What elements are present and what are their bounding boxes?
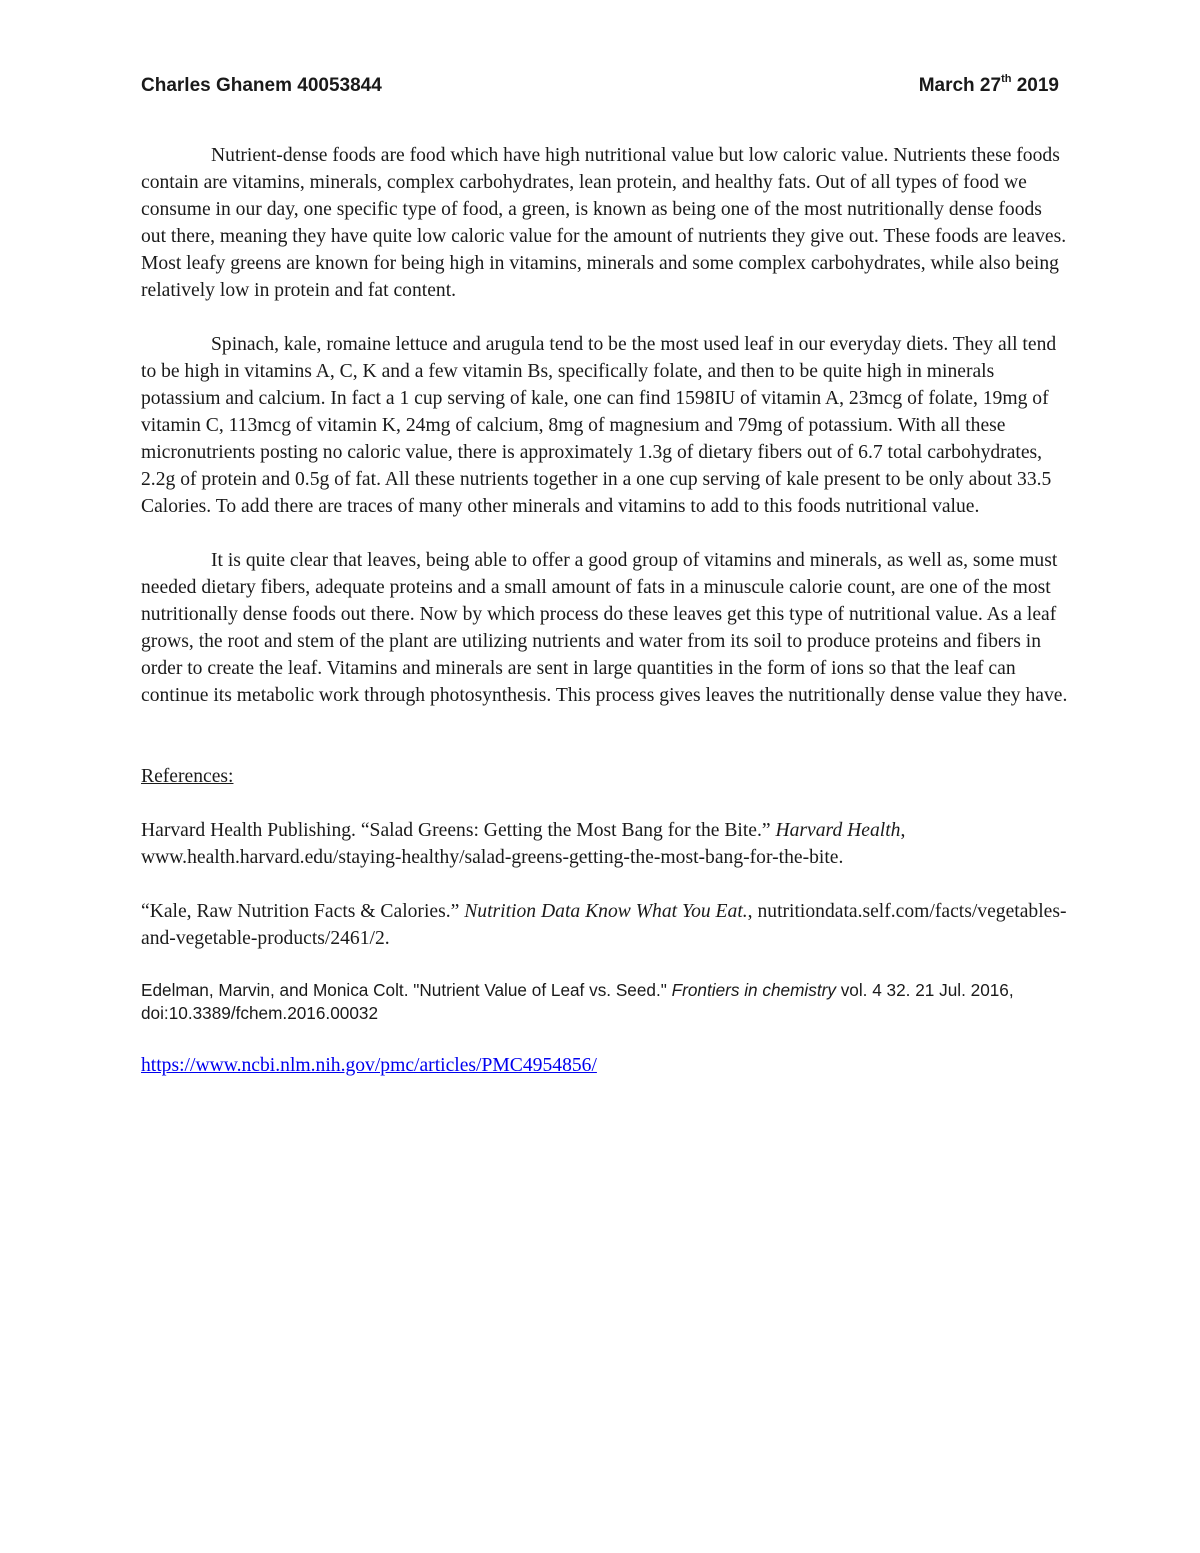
reference-harvard (141, 817, 1071, 871)
references-heading: References: (141, 766, 234, 787)
reference-nutrition-data (141, 898, 1071, 952)
page-header (141, 70, 1059, 102)
reference-edelman-link[interactable]: https://www.ncbi.nlm.nih.gov/pmc/articles/PMC4954856/ (141, 1055, 597, 1076)
paragraph-conclusion: It is quite clear that leaves, being able to offer a good group of vitamins and minerals, as well as, some must needed dietary fibers, adequate proteins and a small amount of fats in a minuscule calorie count, are one of the most nutritionally dense foods out there. Now by which process do these leaves get this type of nutritional value. As a leaf grows, the root and stem of the plant are utilizing nutrients and water from its soil to produce proteins and fibers in order to create the leaf. Vitamins and minerals are sent in large quantities in the form of ions so that the leaf can continue its metabolic work through photosynthesis. This process gives leaves the nutritionally dense value they have. (141, 550, 1068, 706)
date-month-day: March 27 (918, 75, 1002, 96)
author-name-id: Charles Ghanem 40053844 (141, 75, 382, 96)
reference-edelman-text: Edelman, Marvin, and Monica Colt. "Nutrient Value of Leaf vs. Seed." (141, 980, 672, 1000)
document-date (919, 70, 1059, 102)
reference-nutrition-data-source: Nutrition Data Know What You Eat. (464, 901, 748, 922)
reference-edelman (141, 979, 1071, 1025)
date-ordinal-suffix: th (1001, 72, 1012, 85)
reference-harvard-source: Harvard Health (775, 820, 901, 841)
document-body (141, 142, 1071, 1079)
reference-nutrition-data-text: “Kale, Raw Nutrition Facts & Calories.” (141, 901, 465, 922)
reference-edelman-details: vol. 4 32. 21 Jul. 2016, doi:10.3389/fchem.2016.00032 (141, 980, 1014, 1023)
reference-harvard-url: , www.health.harvard.edu/staying-healthy/salad-greens-getting-the-most-bang-for-the-bite. (141, 820, 906, 868)
reference-nutrition-data-url: , nutritiondata.self.com/facts/vegetables-and-vegetable-products/2461/2. (141, 901, 1067, 949)
paragraph-intro: Nutrient-dense foods are food which have high nutritional value but low caloric value. Nutrients these foods contain are vitamins, minerals, complex carbohydrates, lean protein, and healthy fats. Out of all types of food we consume in our day, one specific type of food, a green, is known as being one of the most nutritionally dense foods out there, meaning they have quite low caloric value for the amount of nutrients they give out. These foods are leaves. Most leafy greens are known for being high in vitamins, minerals and some complex carbohydrates, while also being relatively low in protein and fat content. (141, 145, 1067, 301)
paragraph-kale-nutrients: Spinach, kale, romaine lettuce and arugula tend to be the most used leaf in our everyday diets. They all tend to be high in vitamins A, C, K and a few vitamin Bs, specifically folate, and then to be quite high in minerals potassium and calcium. In fact a 1 cup serving of kale, one can find 1598IU of vitamin A, 23mcg of folate, 19mg of vitamin C, 113mcg of vitamin K, 24mg of calcium, 8mg of magnesium and 79mg of potassium. With all these micronutrients posting no caloric value, there is approximately 1.3g of dietary fibers out of 6.7 total carbohydrates, 2.2g of protein and 0.5g of fat. All these nutrients together in a one cup serving of kale present to be only about 33.5 Calories. To add there are traces of many other minerals and vitamins to add to this foods nutritional value. (141, 334, 1057, 517)
date-year: 2019 (1011, 75, 1059, 96)
reference-harvard-text: Harvard Health Publishing. “Salad Greens: Getting the Most Bang for the Bite.” (141, 820, 776, 841)
reference-edelman-source: Frontiers in chemistry (671, 980, 836, 1000)
